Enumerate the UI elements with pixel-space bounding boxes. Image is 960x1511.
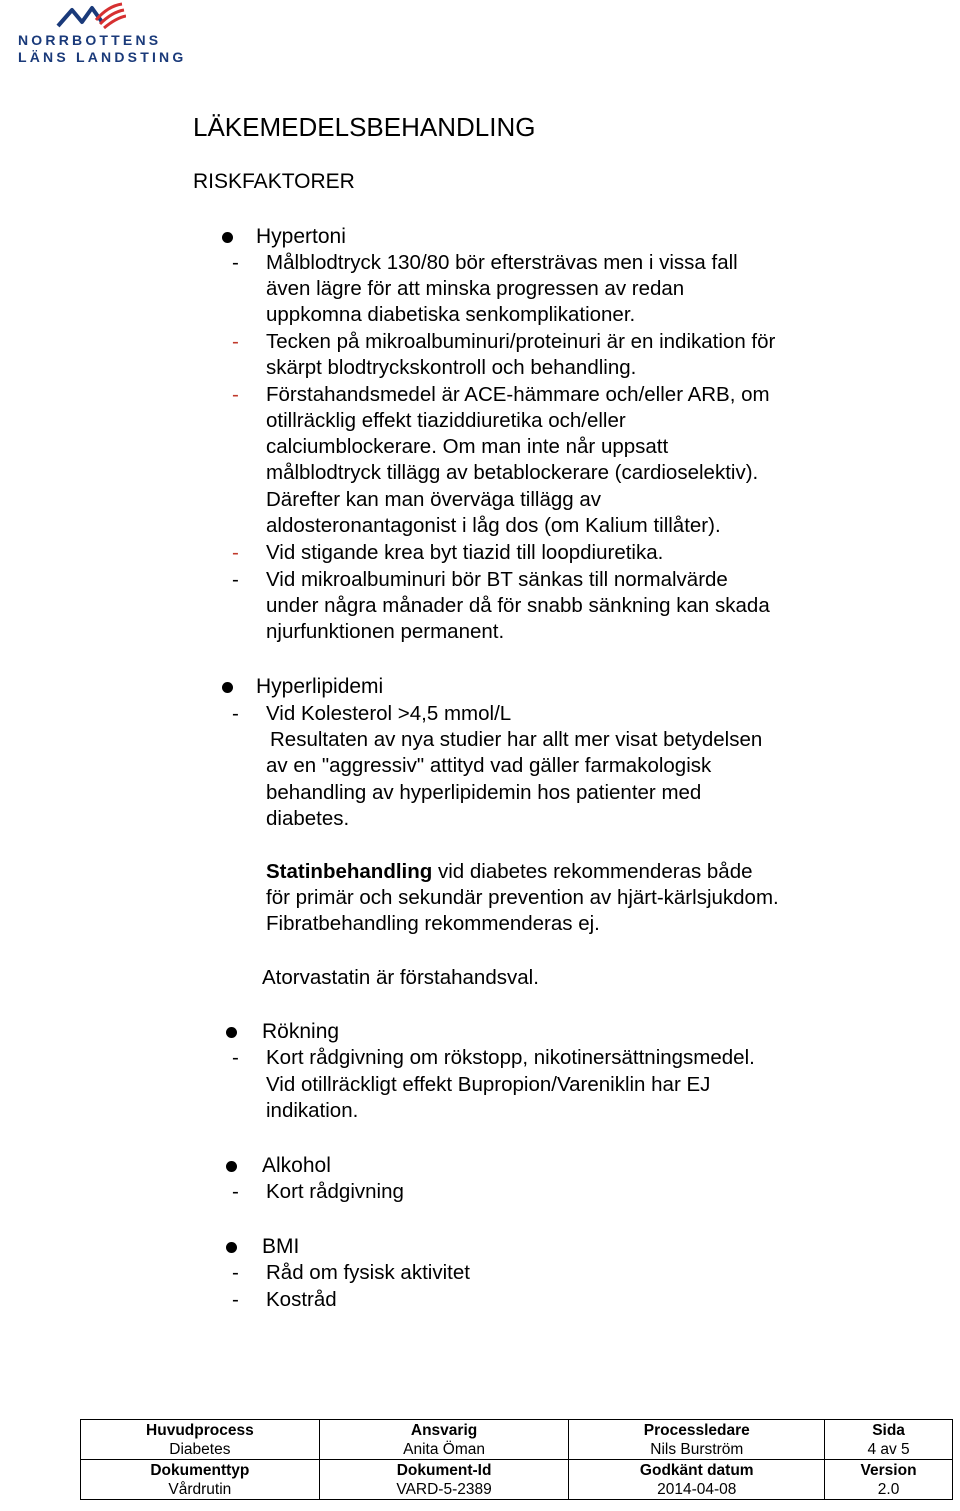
text-line: Målblodtryck 130/80 bör eftersträvas men i vissa fall	[266, 251, 738, 274]
page-title: LÄKEMEDELSBEHANDLING	[193, 112, 536, 142]
bullet-icon	[226, 1242, 237, 1253]
bullet-icon	[222, 682, 233, 693]
bullet-icon	[226, 1027, 237, 1038]
footer-label: Ansvarig	[410, 1422, 478, 1439]
footer-value: 2.0	[877, 1481, 900, 1498]
text-line: diabetes.	[266, 807, 350, 830]
bullet-title: BMI	[262, 1235, 300, 1258]
footer-label: Version	[860, 1462, 917, 1479]
logo-mark-icon	[56, 2, 126, 30]
footer-label: Huvudprocess	[146, 1422, 254, 1439]
footer-label: Processledare	[643, 1422, 750, 1439]
footer-cell-dokumenttyp	[81, 1460, 320, 1500]
footer-row	[81, 1420, 953, 1460]
footer-value: Nils Burström	[650, 1441, 744, 1458]
organization-logo	[12, 2, 187, 68]
bullet-title: Alkohol	[262, 1154, 331, 1177]
dash-marker: -	[232, 1261, 239, 1284]
dash-marker: -	[232, 251, 239, 274]
bullet-title: Hypertoni	[256, 225, 346, 248]
text-line: Råd om fysisk aktivitet	[266, 1261, 470, 1284]
text-line: Förstahandsmedel är ACE-hämmare och/eller ARB, om	[266, 383, 770, 406]
footer-cell-godkant-datum	[569, 1460, 825, 1500]
footer-label: Dokumenttyp	[150, 1462, 250, 1479]
text-line: Kostråd	[266, 1288, 337, 1311]
footer-label: Godkänt datum	[639, 1462, 754, 1479]
footer-cell-huvudprocess	[81, 1420, 320, 1460]
statin-bold-text: Statinbehandling	[266, 860, 433, 883]
footer-cell-ansvarig	[319, 1420, 569, 1460]
footer-label: Dokument-Id	[396, 1462, 492, 1479]
text-line: uppkomna diabetiska senkomplikationer.	[266, 303, 636, 326]
footer-row	[81, 1460, 953, 1500]
text-line: Vid otillräckligt effekt Bupropion/Vareniklin har EJ	[266, 1073, 711, 1096]
footer-value: 2014-04-08	[657, 1481, 737, 1498]
text-line: Tecken på mikroalbuminuri/proteinuri är en indikation för	[266, 330, 776, 353]
footer-cell-version	[825, 1460, 953, 1500]
footer-cell-dokument-id	[319, 1460, 569, 1500]
dash-marker: -	[232, 330, 239, 353]
text-line: Vid mikroalbuminuri bör BT sänkas till normalvärde	[266, 568, 728, 591]
footer-value: 4 av 5	[867, 1441, 910, 1458]
dash-marker: -	[232, 383, 239, 406]
section-title: RISKFAKTORER	[193, 170, 355, 193]
text-line: Kort rådgivning om rökstopp, nikotinersättningsmedel.	[266, 1046, 755, 1069]
footer-cell-sida	[825, 1420, 953, 1460]
bullet-icon	[222, 232, 233, 243]
text-line: Vid stigande krea byt tiazid till loopdiuretika.	[266, 541, 664, 564]
text-line: Atorvastatin är förstahandsval.	[262, 966, 539, 989]
bullet-icon	[226, 1161, 237, 1172]
text-line: under några månader då för snabb sänkning kan skada	[266, 594, 770, 617]
logo-text-line2: LÄNS LANDSTING	[18, 49, 187, 65]
text-line: Resultaten av nya studier har allt mer visat betydelsen	[270, 728, 763, 751]
text-line: Vid Kolesterol >4,5 mmol/L	[266, 702, 512, 725]
footer-cell-processledare	[569, 1420, 825, 1460]
text-line: njurfunktionen permanent.	[266, 620, 505, 643]
footer-value: Anita Öman	[403, 1441, 485, 1458]
dash-marker: -	[232, 568, 239, 591]
text-line: behandling av hyperlipidemin hos patienter med	[266, 781, 702, 804]
footer-label: Sida	[872, 1422, 905, 1439]
text-line: för primär och sekundär prevention av hjärt-kärlsjukdom.	[266, 886, 779, 909]
text-line: Kort rådgivning	[266, 1180, 404, 1203]
text-line: indikation.	[266, 1099, 359, 1122]
footer-value: Diabetes	[169, 1441, 231, 1458]
text-line	[266, 859, 753, 885]
document-footer-table	[80, 1419, 953, 1500]
logo-text-line1: NORRBOTTENS	[18, 32, 162, 48]
dash-marker: -	[232, 1180, 239, 1203]
text-span: vid diabetes rekommenderas både	[432, 860, 753, 883]
text-line: aldosteronantagonist i låg dos (om Kalium tillåter).	[266, 514, 721, 537]
bullet-title: Hyperlipidemi	[256, 675, 384, 698]
text-line: skärpt blodtryckskontroll och behandling.	[266, 356, 637, 379]
dash-marker: -	[232, 702, 239, 725]
text-line: Därefter kan man överväga tillägg av	[266, 488, 602, 511]
footer-value: VARD-5-2389	[396, 1481, 492, 1498]
dash-marker: -	[232, 1046, 239, 1069]
text-line: även lägre för att minska progressen av redan	[266, 277, 685, 300]
dash-marker: -	[232, 541, 239, 564]
text-line: Fibratbehandling rekommenderas ej.	[266, 912, 600, 935]
text-line: otillräcklig effekt tiaziddiuretika och/eller	[266, 409, 626, 432]
text-line: calciumblockerare. Om man inte når uppsatt	[266, 435, 669, 458]
text-line: av en "aggressiv" attityd vad gäller farmakologisk	[266, 754, 712, 777]
footer-value: Vårdrutin	[168, 1481, 232, 1498]
bullet-title: Rökning	[262, 1020, 340, 1043]
text-line: målblodtryck tillägg av betablockerare (cardioselektiv).	[266, 461, 759, 484]
dash-marker: -	[232, 1288, 239, 1311]
